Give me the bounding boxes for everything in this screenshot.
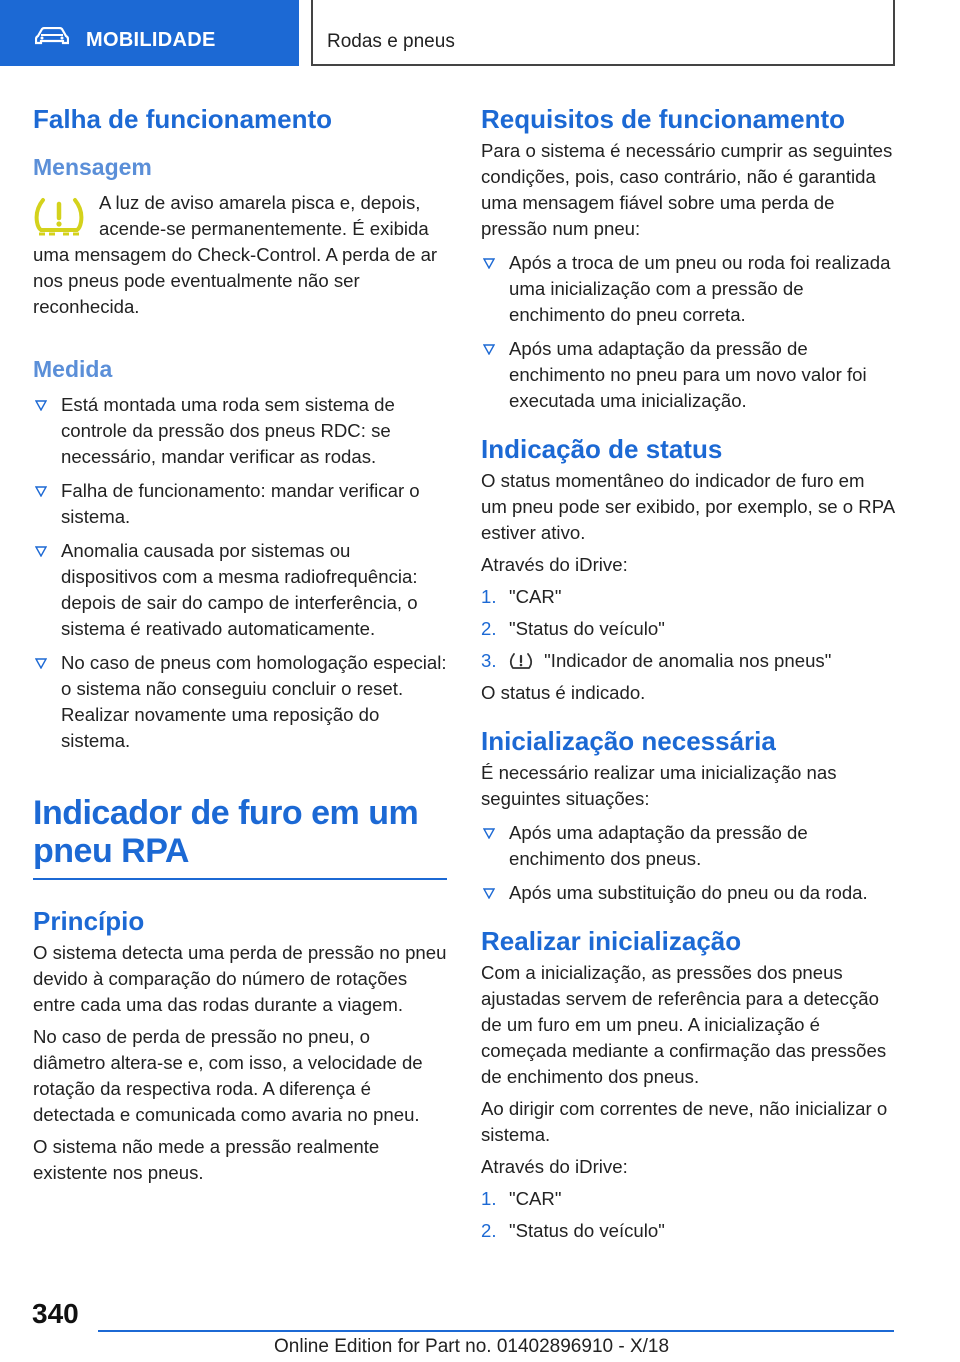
tire-pressure-warning-icon (33, 196, 85, 236)
list-item: No caso de pneus com homologação especial: o sistema não conseguiu concluir o reset. Realizar novamente uma reposição do sistema. (33, 650, 447, 754)
do-init-paragraph: Com a inicialização, as pressões dos pneus ajustadas servem de referência para a detecção de um furo em um pneu. A inicialização é começada mediante a confirmação das pressões de enchimento dos pneus. (481, 962, 887, 1087)
via-idrive-2: Através do iDrive: (481, 1156, 628, 1177)
triangle-bullet-icon (35, 486, 47, 497)
step-item: 3. "Indicador de anomalia nos pneus" (481, 650, 832, 671)
list-item: Após uma substituição do pneu ou da roda. (481, 880, 895, 906)
right-column (481, 100, 895, 1244)
triangle-bullet-icon (483, 828, 495, 839)
step-item: 2. "Status do veículo" (481, 1220, 665, 1241)
message-text: A luz de aviso amarela pisca e, depois, acende-se permanentemente. É exibida uma mensagem do Check-Control. A perda de ar nos pneus pode eventualmente não ser reconhecida. (33, 192, 438, 317)
principle-paragraph: No caso de perda de pressão no pneu, o diâmetro altera-se e, com isso, a velocidade de rotação da respectiva roda. A diferença é detectada e comunicada como avaria no pneu. (33, 1026, 423, 1125)
triangle-bullet-icon (35, 546, 47, 557)
principle-paragraph: O sistema não mede a pressão realmente existente nos pneus. (33, 1136, 380, 1183)
heading-rpa: Indicador de furo em um pneu RPA (33, 794, 447, 880)
heading-requirements: Requisitos de funcionamento (481, 104, 846, 134)
step-item: 1. "CAR" (481, 586, 562, 607)
via-idrive: Através do iDrive: (481, 554, 628, 575)
heading-measure: Medida (33, 356, 113, 382)
heading-principle: Princípio (33, 906, 145, 936)
heading-malfunction: Falha de funcionamento (33, 104, 333, 134)
chapter-header (311, 0, 895, 66)
status-steps (481, 584, 895, 674)
measure-list (33, 392, 447, 754)
footer-divider (98, 1330, 894, 1332)
step-item: 2. "Status do veículo" (481, 618, 665, 639)
heading-do-init: Realizar inicialização (481, 926, 742, 956)
list-item: Após uma adaptação da pressão de enchimento dos pneus. (481, 820, 895, 872)
list-item: Anomalia causada por sistemas ou dispositivos com a mesma radiofrequência: depois de sair do campo de interferência, o sistema é reativado automaticamente. (33, 538, 447, 642)
requirements-list (481, 250, 895, 414)
triangle-bullet-icon (483, 888, 495, 899)
chapter-title: Rodas e pneus (327, 31, 455, 52)
init-needed-text: É necessário realizar uma inicialização nas seguintes situações: (481, 762, 837, 809)
list-item: Após a troca de um pneu ou roda foi realizada uma inicialização com a pressão de enchimento do pneu correta. (481, 250, 895, 328)
list-item: Após uma adaptação da pressão de enchimento no pneu para um novo valor foi executada uma inicialização. (481, 336, 895, 414)
requirements-intro: Para o sistema é necessário cumprir as seguintes condições, pois, caso contrário, não é garantida uma mensagem fiável sobre uma perda de pressão num pneu: (481, 140, 893, 239)
triangle-bullet-icon (35, 400, 47, 411)
do-init-paragraph: Ao dirigir com correntes de neve, não inicializar o sistema. (481, 1098, 888, 1145)
car-icon (35, 27, 69, 45)
triangle-bullet-icon (35, 658, 47, 669)
heading-status: Indicação de status (481, 434, 723, 464)
tire-fault-icon (509, 652, 533, 670)
left-column (33, 100, 447, 1186)
message-block (33, 190, 447, 320)
triangle-bullet-icon (483, 258, 495, 269)
heading-message: Mensagem (33, 154, 152, 180)
section-label: MOBILIDADE (86, 29, 216, 51)
list-item: Falha de funcionamento: mandar verificar o sistema. (33, 478, 447, 530)
principle-paragraph: O sistema detecta uma perda de pressão no pneu devido à comparação do número de rotações entre cada uma das rodas durante a viagem. (33, 942, 447, 1015)
init-steps (481, 1186, 895, 1244)
footer-edition: Online Edition for Part no. 01402896910 - X/18 (274, 1336, 670, 1357)
heading-init-needed: Inicialização necessária (481, 726, 776, 756)
status-text: O status momentâneo do indicador de furo em um pneu pode ser exibido, por exemplo, se o RPA estiver ativo. (481, 470, 895, 543)
init-situations-list (481, 820, 895, 906)
triangle-bullet-icon (483, 344, 495, 355)
list-item: Está montada uma roda sem sistema de controle da pressão dos pneus RDC: se necessário, mandar verificar as rodas. (33, 392, 447, 470)
page-number: 340 (32, 1298, 79, 1329)
status-result: O status é indicado. (481, 682, 646, 703)
section-tab[interactable] (0, 0, 299, 66)
step-item: 1. "CAR" (481, 1188, 562, 1209)
